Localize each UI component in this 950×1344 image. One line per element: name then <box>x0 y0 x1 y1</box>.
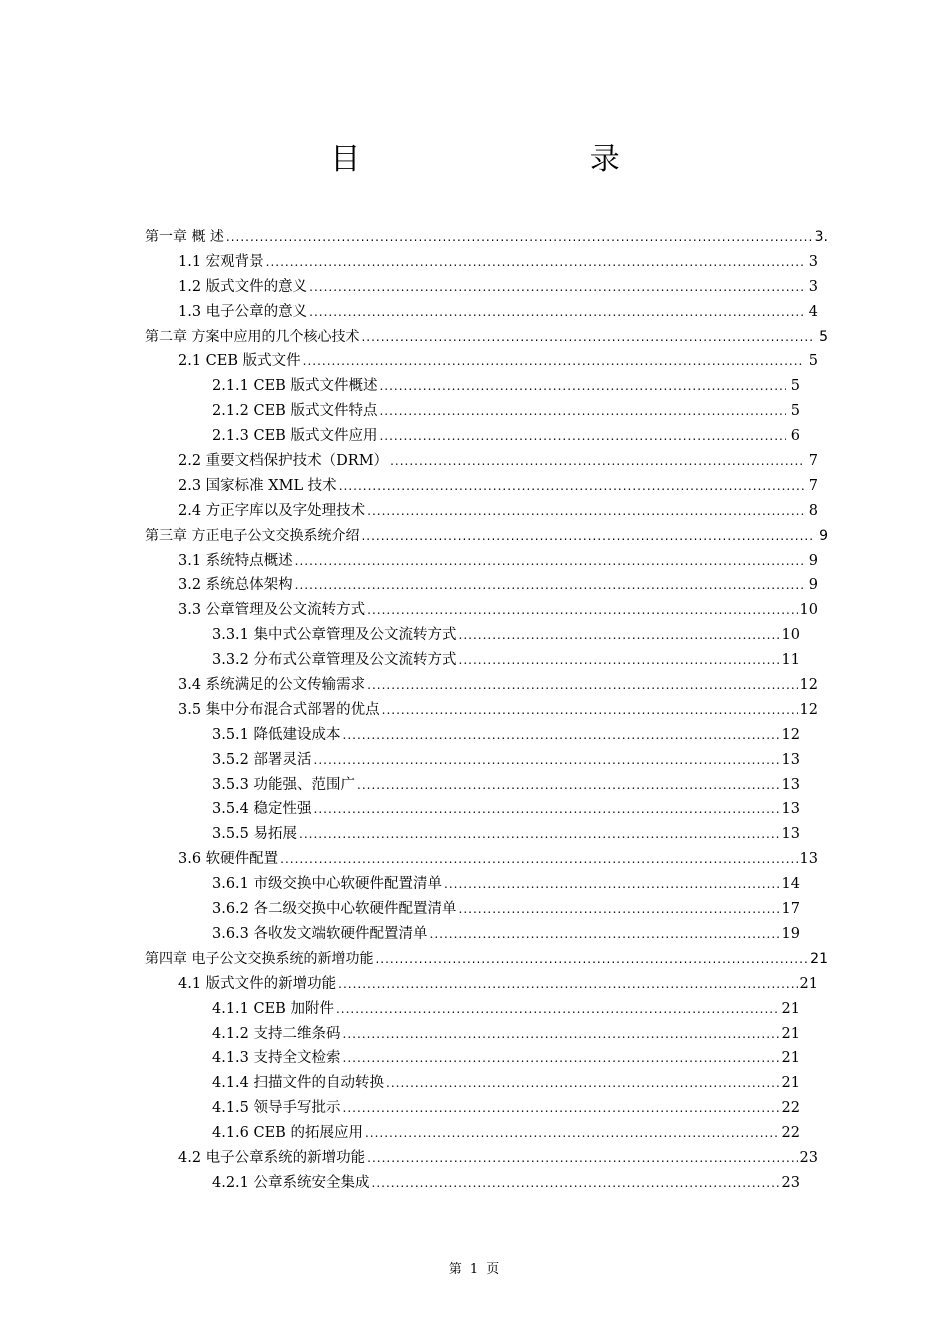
toc-dot-leader <box>390 449 804 474</box>
toc-entry-label: 1.1 宏观背景 <box>178 253 264 270</box>
toc-page-number: 14 <box>781 876 800 893</box>
toc-chapter-entry[interactable] <box>145 325 828 350</box>
toc-dot-leader <box>314 797 780 822</box>
table-of-contents <box>145 225 828 1196</box>
toc-dot-leader <box>367 598 797 623</box>
toc-page-number: 19 <box>781 925 800 942</box>
toc-entry-label: 2.1.3 CEB 版式文件应用 <box>212 428 378 445</box>
toc-entry-label: 4.1.4 扫描文件的自动转换 <box>212 1075 385 1092</box>
toc-entry-label: 4.1.5 领导手写批示 <box>212 1100 341 1117</box>
toc-page-number: 12 <box>799 677 818 694</box>
toc-entry-label: 3.5.3 功能强、范围广 <box>212 776 356 793</box>
toc-entry-label: 第四章 电子公文交换系统的新增功能 <box>145 950 374 967</box>
toc-section-entry[interactable] <box>145 250 828 275</box>
toc-subsection-entry[interactable] <box>145 723 828 748</box>
toc-entry-label: 3.5.5 易拓展 <box>212 826 298 843</box>
toc-dot-leader <box>303 349 804 374</box>
toc-page-number: 5 <box>790 403 800 420</box>
toc-page-number: 10 <box>781 627 800 644</box>
toc-page-number: 13 <box>799 851 818 868</box>
toc-subsection-entry[interactable] <box>145 773 828 798</box>
toc-entry-label: 4.1 版式文件的新增功能 <box>178 975 337 992</box>
toc-page-number: 22 <box>781 1100 800 1117</box>
toc-page-number: 5 <box>808 353 818 370</box>
toc-dot-leader <box>343 1046 780 1071</box>
toc-subsection-entry[interactable] <box>145 1096 828 1121</box>
toc-dot-leader <box>309 300 804 325</box>
toc-subsection-entry[interactable] <box>145 1171 828 1196</box>
toc-dot-leader <box>430 922 780 947</box>
toc-page-number: 12 <box>799 701 818 718</box>
toc-dot-leader <box>444 872 780 897</box>
toc-entry-label: 2.2 重要文档保护技术（DRM） <box>178 453 389 470</box>
toc-page-number: 21 <box>810 950 828 967</box>
toc-entry-label: 3.1 系统特点概述 <box>178 552 293 569</box>
toc-subsection-entry[interactable] <box>145 424 828 449</box>
toc-dot-leader <box>382 698 798 723</box>
toc-page-number: 5 <box>819 328 828 345</box>
toc-section-entry[interactable] <box>145 698 828 723</box>
toc-dot-leader <box>379 424 786 449</box>
toc-page-number: 6 <box>790 428 800 445</box>
toc-dot-leader <box>372 1171 780 1196</box>
toc-page-number: 3 <box>808 253 818 270</box>
toc-page-number: 21 <box>781 1050 800 1067</box>
toc-subsection-entry[interactable] <box>145 797 828 822</box>
toc-dot-leader <box>365 1121 780 1146</box>
toc-dot-leader <box>367 673 797 698</box>
toc-entry-label: 3.6.1 市级交换中心软硬件配置清单 <box>212 876 443 893</box>
toc-page-number: 9 <box>819 527 828 544</box>
toc-entry-label: 第三章 方正电子公文交换系统介绍 <box>145 527 360 544</box>
toc-page-number: 23 <box>799 1149 818 1166</box>
toc-dot-leader <box>386 1071 780 1096</box>
toc-dot-leader <box>266 250 804 275</box>
toc-dot-leader <box>295 549 804 574</box>
toc-page-number: 11 <box>781 652 800 669</box>
toc-dot-leader <box>459 623 780 648</box>
toc-section-entry[interactable] <box>145 847 828 872</box>
toc-page-number: 21 <box>781 1025 800 1042</box>
toc-page-number: 21 <box>781 1000 800 1017</box>
toc-entry-label: 4.2.1 公章系统安全集成 <box>212 1174 370 1191</box>
toc-page-number: 9 <box>808 577 818 594</box>
toc-dot-leader <box>339 474 804 499</box>
toc-entry-label: 3.3.1 集中式公章管理及公文流转方式 <box>212 627 457 644</box>
toc-page-number: 12 <box>781 726 800 743</box>
toc-section-entry[interactable] <box>145 673 828 698</box>
toc-entry-label: 4.1.6 CEB 的拓展应用 <box>212 1125 363 1142</box>
toc-page-number: 9 <box>808 552 818 569</box>
toc-entry-label: 3.3 公章管理及公文流转方式 <box>178 602 366 619</box>
toc-dot-leader <box>357 773 780 798</box>
toc-dot-leader <box>226 225 813 250</box>
toc-page-number: 13 <box>781 826 800 843</box>
toc-section-entry[interactable] <box>145 972 828 997</box>
toc-entry-label: 4.1.3 支持全文检索 <box>212 1050 341 1067</box>
toc-entry-label: 3.4 系统满足的公文传输需求 <box>178 677 366 694</box>
toc-dot-leader <box>375 947 808 972</box>
toc-subsection-entry[interactable] <box>145 1121 828 1146</box>
toc-section-entry[interactable] <box>145 573 828 598</box>
toc-dot-leader <box>336 997 780 1022</box>
toc-subsection-entry[interactable] <box>145 748 828 773</box>
toc-section-entry[interactable] <box>145 349 828 374</box>
toc-page-number: 22 <box>781 1125 800 1142</box>
page-footer: 第 1 页 <box>448 1262 502 1277</box>
toc-subsection-entry[interactable] <box>145 1046 828 1071</box>
toc-subsection-entry[interactable] <box>145 374 828 399</box>
toc-page-number: 17 <box>781 901 800 918</box>
toc-chapter-entry[interactable] <box>145 524 828 549</box>
toc-page-number: 8 <box>808 502 818 519</box>
toc-subsection-entry[interactable] <box>145 623 828 648</box>
toc-page-number: 13 <box>781 801 800 818</box>
toc-page-number: 5 <box>790 378 800 395</box>
toc-entry-label: 3.2 系统总体架构 <box>178 577 293 594</box>
toc-section-entry[interactable] <box>145 598 828 623</box>
toc-dot-leader <box>295 573 804 598</box>
toc-dot-leader <box>338 972 797 997</box>
toc-page-number: 3 <box>808 278 818 295</box>
page-title: 目 录 <box>330 142 730 177</box>
toc-page-number: 4 <box>808 303 818 320</box>
toc-subsection-entry[interactable] <box>145 922 828 947</box>
toc-entry-label: 4.2 电子公章系统的新增功能 <box>178 1149 366 1166</box>
toc-entry-label: 3.3.2 分布式公章管理及公文流转方式 <box>212 652 457 669</box>
toc-section-entry[interactable] <box>145 449 828 474</box>
toc-subsection-entry[interactable] <box>145 399 828 424</box>
toc-dot-leader <box>314 748 780 773</box>
toc-dot-leader <box>280 847 797 872</box>
toc-dot-leader <box>367 499 804 524</box>
toc-subsection-entry[interactable] <box>145 872 828 897</box>
toc-dot-leader <box>343 1022 780 1047</box>
toc-page-number: 23 <box>781 1174 800 1191</box>
toc-entry-label: 1.2 版式文件的意义 <box>178 278 308 295</box>
toc-page-number: 21 <box>799 975 818 992</box>
toc-entry-label: 3.5.4 稳定性强 <box>212 801 312 818</box>
toc-dot-leader <box>361 524 814 549</box>
toc-page-number: 7 <box>808 453 818 470</box>
toc-dot-leader <box>459 648 780 673</box>
toc-page-number: 13 <box>781 776 800 793</box>
toc-dot-leader <box>343 1096 780 1121</box>
toc-entry-label: 3.5.2 部署灵活 <box>212 751 312 768</box>
toc-dot-leader <box>379 399 786 424</box>
toc-page-number: 3. <box>814 229 828 245</box>
toc-dot-leader <box>379 374 786 399</box>
toc-entry-label: 3.5.1 降低建设成本 <box>212 726 341 743</box>
toc-chapter-entry[interactable] <box>145 947 828 972</box>
toc-dot-leader <box>343 723 780 748</box>
toc-subsection-entry[interactable] <box>145 648 828 673</box>
toc-dot-leader <box>459 897 780 922</box>
toc-entry-label: 2.4 方正字库以及字处理技术 <box>178 502 366 519</box>
toc-entry-label: 4.1.1 CEB 加附件 <box>212 1000 334 1017</box>
toc-entry-label: 2.1 CEB 版式文件 <box>178 353 301 370</box>
toc-entry-label: 4.1.2 支持二维条码 <box>212 1025 341 1042</box>
toc-section-entry[interactable] <box>145 549 828 574</box>
toc-subsection-entry[interactable] <box>145 1022 828 1047</box>
toc-entry-label: 3.6 软硬件配置 <box>178 851 279 868</box>
toc-chapter-entry[interactable] <box>145 225 828 250</box>
toc-dot-leader <box>361 325 814 350</box>
toc-entry-label: 2.1.2 CEB 版式文件特点 <box>212 403 378 420</box>
toc-dot-leader <box>367 1146 797 1171</box>
toc-subsection-entry[interactable] <box>145 1071 828 1096</box>
toc-entry-label: 3.5 集中分布混合式部署的优点 <box>178 701 380 718</box>
toc-entry-label: 1.3 电子公章的意义 <box>178 303 308 320</box>
toc-section-entry[interactable] <box>145 1146 828 1171</box>
toc-entry-label: 第二章 方案中应用的几个核心技术 <box>145 328 360 345</box>
toc-entry-label: 3.6.3 各收发文端软硬件配置清单 <box>212 925 428 942</box>
toc-page-number: 7 <box>808 477 818 494</box>
toc-section-entry[interactable] <box>145 275 828 300</box>
toc-section-entry[interactable] <box>145 300 828 325</box>
toc-subsection-entry[interactable] <box>145 897 828 922</box>
toc-page-number: 10 <box>799 602 818 619</box>
toc-entry-label: 3.6.2 各二级交换中心软硬件配置清单 <box>212 901 457 918</box>
toc-page-number: 13 <box>781 751 800 768</box>
toc-dot-leader <box>299 822 780 847</box>
toc-entry-label: 2.1.1 CEB 版式文件概述 <box>212 378 378 395</box>
toc-subsection-entry[interactable] <box>145 822 828 847</box>
toc-entry-label: 第一章 概 述 <box>145 229 224 245</box>
toc-section-entry[interactable] <box>145 499 828 524</box>
toc-subsection-entry[interactable] <box>145 997 828 1022</box>
toc-dot-leader <box>309 275 804 300</box>
toc-page-number: 21 <box>781 1075 800 1092</box>
toc-entry-label: 2.3 国家标准 XML 技术 <box>178 477 337 494</box>
toc-section-entry[interactable] <box>145 474 828 499</box>
